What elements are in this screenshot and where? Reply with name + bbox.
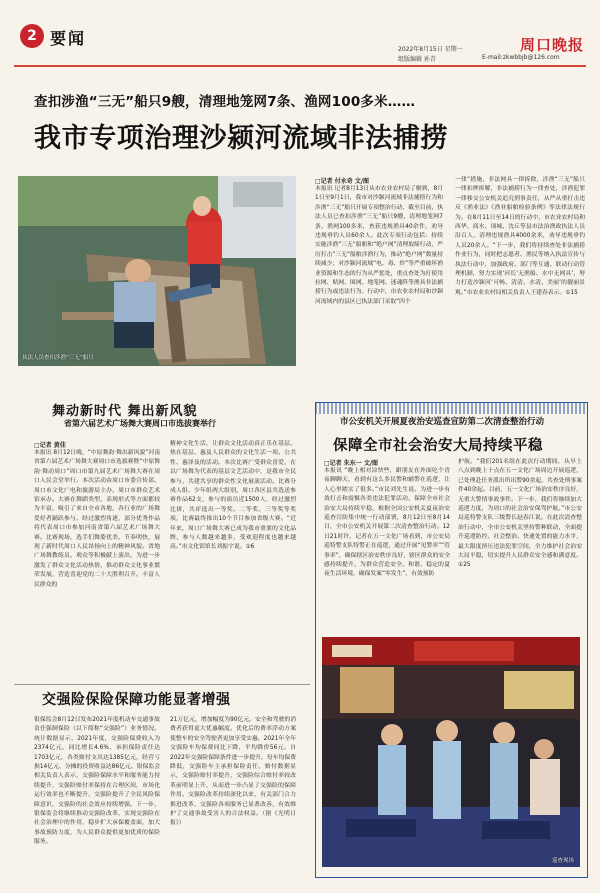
police-box-pattern (315, 402, 588, 414)
dance-title: 舞动新时代 舞出新风貌 (52, 404, 198, 419)
insurance-column-2 (170, 716, 296, 880)
dance-text-1: 本报讯 8月12日晚，“中原舞韵·舞出新风貌”河南省第六届艺术广场舞大赛周口市选拔赛暨“中原舞韵·舞动周口”周口市第九届艺术广场舞大赛在周口人民会堂举行。本次活动由周口市委宣传部、周口市文化广电和旅游局主办，周口市群众艺术馆承办。大赛在舞蹈类型、表现形式等方面都较为丰富，吸引了来自全市各地、各行业的广场舞爱好者踊跃参与。经过激烈角逐，部分优秀作品将代表周口市参加河南省第六届艺术广场舞大赛。比赛现场，选手们舞姿优美、节奏明快，展现了新时代周口人民昂扬向上的精神风貌。省地广场舞教练员、观众等积极献上演出，为进一步激发了群众文化活动热情，推动群众文化事业繁荣发展，营造喜迎党的二十大胜利召开。丰富人民群众的 (34, 450, 160, 588)
editor-line: 组版编辑 孙青 (398, 56, 436, 63)
insurance-text-1: 银保监会8月12日发布2021年度机动车交通事故责任强制保险（以下简称“交强险”）业务情况。统计数据显示，2021年度，交强险保费收入为2374亿元，同比增长4.6%，承担保险责任达1703亿元，各类赔付支出达1385亿元，经营亏损14亿元，分摊的投资收益达86亿元。银保监会相关负责人表示，交强险保障水平和服务能力持续提升，交强险赔付率保持在合理区间，市场化运行效率也不断提升，交强险提升了全民风险保障意识，交强险的社会效应持续增强。下一步，银保监会将继续推动交强险改革，实现交强险在社会治理中的作用，稳步扩大承保覆盖面，加大事故预防力度，为人民群众提供更加优质的保险服务。 (34, 717, 160, 846)
dance-byline: □记者 黄佳 (34, 442, 66, 449)
page-header (0, 0, 600, 64)
police-photo (322, 637, 580, 867)
insurance-column-1 (34, 716, 160, 880)
dance-column-2 (170, 440, 296, 672)
page-number-badge: 2 (20, 24, 44, 48)
lead-column-1 (315, 176, 443, 378)
dance-subtitle: 省第六届艺术广场舞大赛周口市选拔赛举行 (64, 419, 216, 428)
police-kicker: 市公安机关开展夏夜治安巡查宣防第二次清查整治行动 (340, 417, 545, 427)
police-text-2: 护航。“我们201名组在此次行动期间，从早上八点到晚上十点在五一文化广场周边开展巡逻，已处理赴任务派出所出警90余起，共查处刑事案件40余起。目前，五一文化广场治安秩序良好，无重大警情事故事件。下一步，我们将继续加大巡逻力度，为周口的社会治安保驾护航。”市公安局巡特警支队三级警长赵春江说。在此次清查整治行动中，全市公安机关坚持警种联动，全面提升巡逻防控、社会整治、快速处置的能力水平，最大限度挤压违法犯罪空间，全力维护社会治安大局平稳，切实提升人民群众安全感和满意度。①25 (458, 459, 582, 569)
police-photo-caption: 巡查现场 (552, 858, 575, 864)
dance-column-1 (34, 440, 160, 672)
lead-photo (18, 176, 296, 366)
police-title: 保障全市社会治安大局持续平稳 (333, 437, 543, 454)
lead-headline: 我市专项治理沙颍河流域非法捕捞 (34, 123, 448, 154)
header-rule (14, 65, 586, 67)
police-column-2 (458, 458, 582, 632)
header-email: E-mail:zkwbbjb@126.com (482, 54, 560, 61)
lead-text-1: 本报讯 记者8月13日从市农业农村局了解到，8月1日至9月1日，我市对沙颍河流域非法捕捞行为和涉渔“三无”船只开展专项整治行动，截至目前，执法人员已查扣涉渔“三无”船只9艘，清理地笼网7条、渔网100多米，查获违规渔具40余件，劝导违规垂钓人员60余人。此次专项行动包括：持续实施涉渔“三无”船舶和“绝户网”清理取缔行动，严厉打击“三无”船舶涉渔行为，推动“绝户网”数量持续减少；对沙颍河流域“电、毒、炸”等严重破坏渔业资源和生态的行为从严惩处，重点查处为打使用拉网、贴网、围网、地笼网、迷魂阵等渔具非法捕捞行为或违法行为。行动中，市农业农村局和沙颍河流域内的县区已执法部门采取“四个 (315, 186, 443, 305)
lead-kicker: 查扣涉渔“三无”船只9艘，清理地笼网7条、渔网100多米…… (34, 94, 416, 110)
lead-column-2 (455, 176, 585, 378)
police-text-1: 本报讯 “晚上相对凉快些，跟朋友在外面吃个宵夜聊聊天，看到有这么多民警和辅警在巡逻，让人心里踏实了很多。”市民刘先生说。为进一步有效打击和震慑各类违法犯罪活动，保障全市社会治安大局持续平稳，根据全国公安机关夏夜治安巡查宣防集中统一行动部署，8月12日至8月14日，全市公安机关开展第二次清查整治行动。12日21时许，记者在五一文化广场看到，市公安局巡特警支队特警正在巡逻，通过开展“见警率”“管事率”，确保辖区治安秩序良好，辖区群众的安全感持续提升，为群众营造安全、和谐、稳定的夏夜生活环境，确保发案“零发生”，有效预防 (324, 468, 450, 578)
lead-byline: □记者 付永奇 文/图 (315, 178, 370, 185)
lead-photo-caption: 执法人员查扣涉渔“三无”船只 (22, 355, 94, 361)
section-name: 要闻 (50, 29, 87, 48)
police-byline: □记者 朱东一 文/图 (324, 460, 379, 467)
police-column-1 (324, 458, 450, 632)
insurance-title: 交强险保险保障功能显著增强 (42, 692, 231, 708)
insurance-rule (14, 684, 310, 685)
lead-text-2: 一律”措施，非法网具一律拆除，涉渔“三无”船只一律扣押拆解，非法捕捞行为一律查处，涉渔犯罪一律移交公安机关追究刑事责任，从严从重打击违反《渔业法》《渔业船舶检验条例》等法律法规行为。在8月11日至14日的行动中，市农业农村局和西华、商水、项城、沈丘等县市法治渔政执法人员沿百人，清理违规渔具4000余米，劝导违规垂钓人员20余人。“下一步，我们将持续查处非法捕捞作业行为，同时把志愿者、渔民等纳入执法宣传与执法行动中，加强政府、部门等互通、联动行动管理机制，努力实现‘河长’无渔船、水中无网具’，努力打造沙颍河‘可畅、清清、水清、美丽’的靓丽景观。”市农业农村局相关负责人王建春表示。①15 (455, 177, 585, 296)
newspaper-logo: 周口晚报 (520, 36, 585, 54)
insurance-text-2: 21万亿元，增加幅度为90亿元。安全和驾驶的消费者获得更大优惠幅度。优化后的费率浮动方案使整车的安全驾驶者更加享受实惠，2021年全年交强险车均保费同比下降，平均降价56元。自2022年交强险保障条件进一步提升，每车均保费降低，交强险车主承担保险责任，赔付数据显示，交强险赔付率提升，交强险综合赔付率较改革前明显上升，从而进一步凸显了交强险的保障作用。交强险改革持续深化以来，有关部门合力推进改革，交强险各项服务已显著改善，有效维护了交通事故受害人的合法权益。（据《光明日报》） (170, 717, 296, 827)
dance-text-2: 精神文化生活，让群众文化活动真正乐在基层、热在基层、惠及人民群众的文化生活一项、公共性、惠泽及的活动。本次比赛广受群众喜爱，在以广场舞为代表的基层文艺活动中，是我市全民参与、共建共享的群众性文化展演活动。比赛分成人组、少年组两大组别，周口各区县共选送参赛作品62支，参与的演员近1500人，经过激烈比拼，共评选出一等奖、二等奖、三等奖等奖项，比赛最终推出10个节目参加省级大赛。“近年来，周口广场舞大赛已成为我市重要的文化品牌，参与人数越来越多，受欢迎程度也越来越高。”市文化馆馆长刘振宇说。①6 (170, 441, 296, 551)
date-line: 2022年8月15日 星期一 (398, 46, 463, 53)
